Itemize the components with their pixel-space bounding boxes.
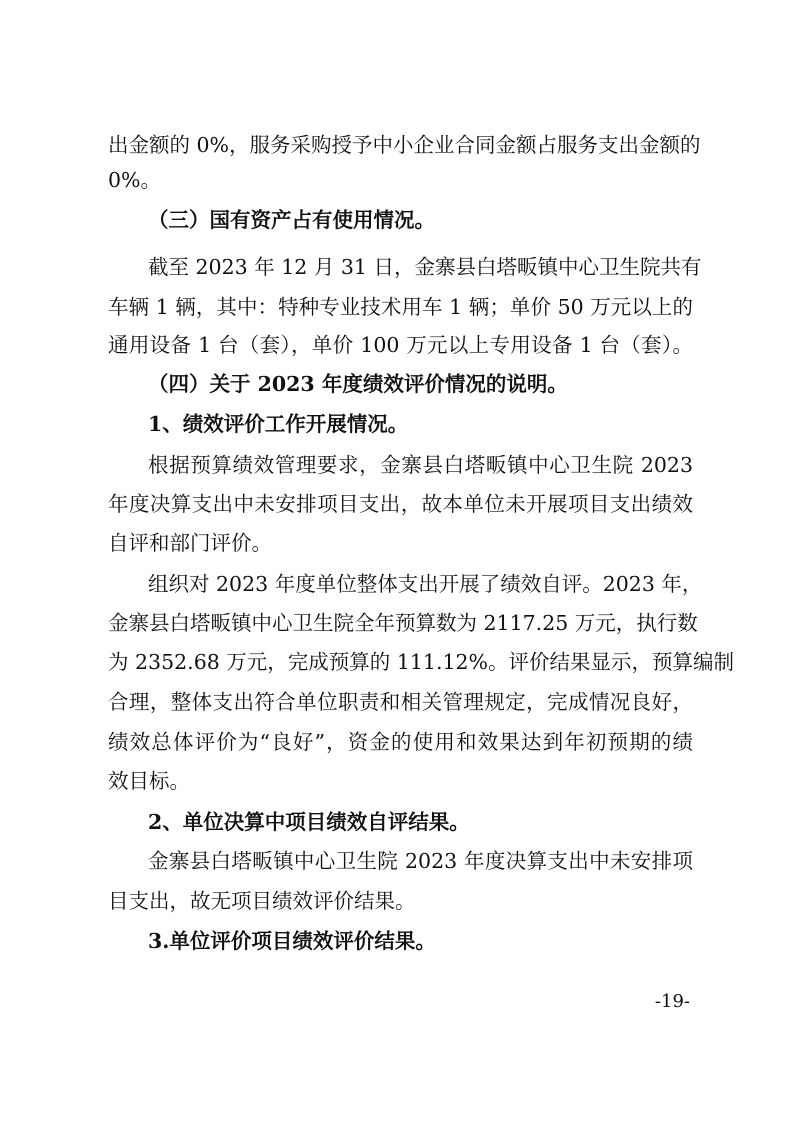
subsection-heading-2: 2、单位决算中项目绩效自评结果。	[148, 810, 470, 834]
section-heading-performance: （四）关于 2023 年度绩效评价情况的说明。	[148, 372, 568, 396]
section-heading-assets: （三）国有资产占有使用情况。	[148, 208, 435, 232]
body-text-line: 自评和部门评价。	[108, 531, 272, 555]
body-text-line: 出金额的 0%，服务采购授予中小企业合同金额占服务支出金额的	[108, 133, 701, 157]
body-text-line: 目支出，故无项目绩效评价结果。	[108, 889, 416, 913]
body-text-line: 组织对 2023 年度单位整体支出开展了绩效自评。2023 年，	[148, 572, 703, 596]
body-text-line: 合理，整体支出符合单位职责和相关管理规定，完成情况良好，	[108, 690, 693, 714]
body-text-line: 截至 2023 年 12 月 31 日，金寨县白塔畈镇中心卫生院共有	[148, 255, 702, 279]
body-text-line: 金寨县白塔畈镇中心卫生院全年预算数为 2117.25 万元，执行数	[108, 611, 698, 635]
body-text-line: 为 2352.68 万元，完成预算的 111.12%。评价结果显示，预算编制	[108, 650, 735, 674]
body-text-line: 车辆 1 辆，其中：特种专业技术用车 1 辆；单价 50 万元以上的	[108, 295, 693, 319]
body-text-line: 0%。	[108, 168, 162, 192]
body-text-line: 通用设备 1 台（套），单价 100 万元以上专用设备 1 台（套）。	[108, 333, 693, 357]
body-text-line: 绩效总体评价为“良好”，资金的使用和效果达到年初预期的绩	[108, 730, 693, 754]
body-text-line: 金寨县白塔畈镇中心卫生院 2023 年度决算支出中未安排项	[148, 849, 693, 873]
body-text-line: 根据预算绩效管理要求，金寨县白塔畈镇中心卫生院 2023	[148, 453, 693, 477]
body-text-line: 年度决算支出中未安排项目支出，故本单位未开展项目支出绩效	[108, 492, 693, 516]
subsection-heading-3: 3.单位评价项目绩效评价结果。	[148, 929, 436, 953]
subsection-heading-1: 1、绩效评价工作开展情况。	[148, 412, 409, 436]
page-number: -19-	[654, 991, 690, 1012]
body-text-line: 效目标。	[108, 769, 190, 793]
